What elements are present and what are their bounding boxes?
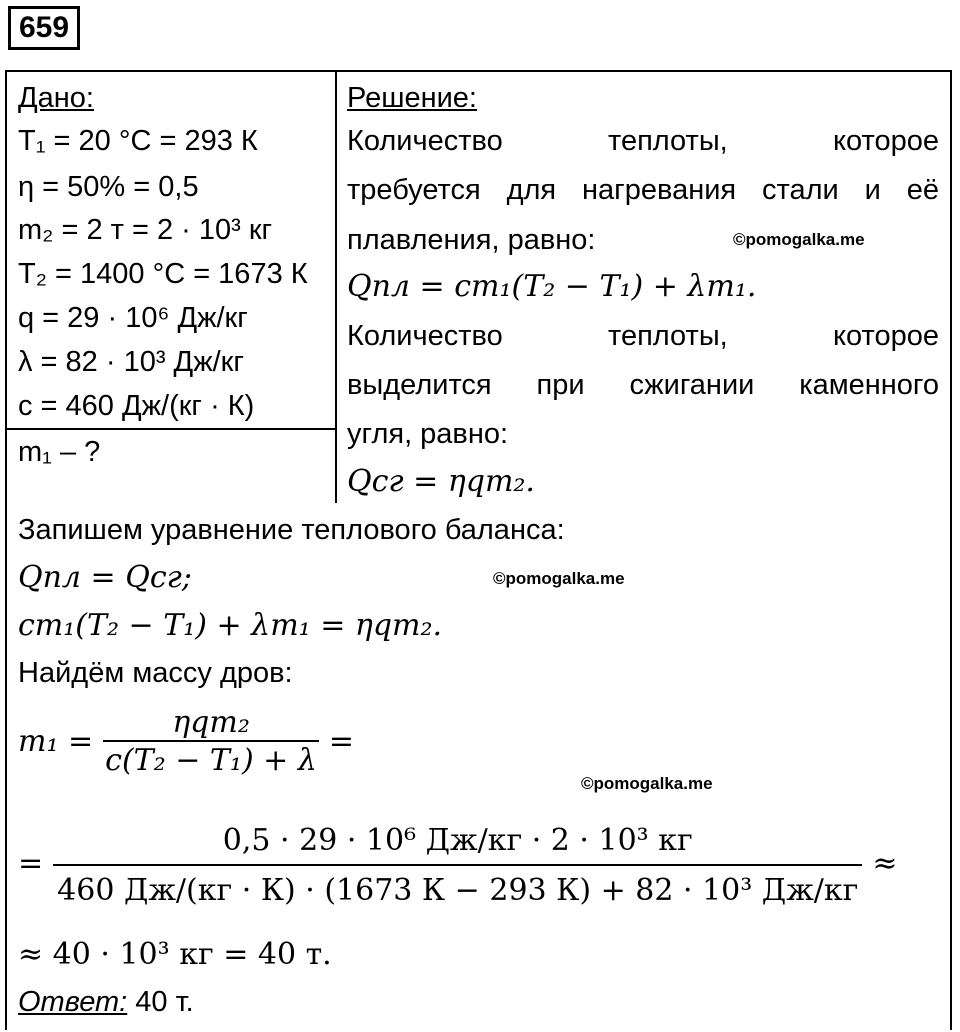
problem-number: 659 [8,6,80,50]
equation-balance: Qпл = Qсг; [18,560,192,595]
given-line: q = 29 · 10⁶ Дж/кг [18,302,248,334]
solution-header: Решение: [347,82,477,114]
equation-heat-burning: Qсг = ηqm₂. [347,464,535,499]
solution-text-line: Количество теплоты, которое [347,125,939,157]
mass-formula-lhs: m₁ = [18,724,94,759]
solution-text-line: угля, равно: [347,418,509,450]
solution-text-line: плавления, равно: [347,224,596,256]
given-line: T₁ = 20 °C = 293 К [18,125,258,157]
given-header: Дано: [18,82,94,114]
given-line: η = 50% = 0,5 [18,171,199,203]
mass-formula-equals: = [328,724,355,759]
equation-balance-expanded: cm₁(T₂ − T₁) + λm₁ = ηqm₂. [18,608,443,643]
given-line: m₂ = 2 т = 2 · 10³ кг [18,214,273,246]
solution-text-line: выделится при сжигании каменного [347,369,939,401]
solution-text-line: Запишем уравнение теплового баланса: [18,514,565,546]
mass-formula-fraction [103,705,319,778]
solution-text-line: Количество теплоты, которое [347,320,939,352]
given-find-divider [5,428,336,430]
watermark: ©pomogalka.me [493,569,625,588]
given-line: T₂ = 1400 °C = 1673 К [18,258,308,290]
substitution-numerator: 0,5 · 29 · 10⁶ Дж/кг · 2 · 10³ кг [222,823,693,858]
mass-formula-numerator: ηqm₂ [172,705,250,740]
answer-value: 40 т. [135,986,194,1018]
result-line: ≈ 40 · 10³ кг = 40 т. [18,937,332,972]
watermark: ©pomogalka.me [581,774,713,793]
equation-mass-formula [18,704,354,780]
answer-line [18,988,194,1017]
equation-substitution [18,800,898,928]
substitution-denominator: 460 Дж/(кг · К) · (1673 К − 293 К) + 82 · 10³ Дж/кг [53,864,862,906]
find-line: m₁ – ? [18,436,101,468]
given-line: c = 460 Дж/(кг · К) [18,390,255,422]
substitution-equals: = [18,846,44,881]
solution-text-line: требуется для нагревания стали и её [347,174,939,206]
substitution-fraction [53,822,862,906]
watermark: ©pomogalka.me [733,230,865,249]
equation-heat-required: Qпл = cm₁(T₂ − T₁) + λm₁. [347,269,757,304]
column-divider [335,70,337,503]
mass-formula-denominator: c(T₂ − T₁) + λ [103,740,319,776]
solution-text-line: Найдём массу дров: [18,657,293,689]
answer-label: Ответ: [18,986,128,1018]
given-line: λ = 82 · 10³ Дж/кг [18,346,244,378]
substitution-approx: ≈ [872,846,898,881]
